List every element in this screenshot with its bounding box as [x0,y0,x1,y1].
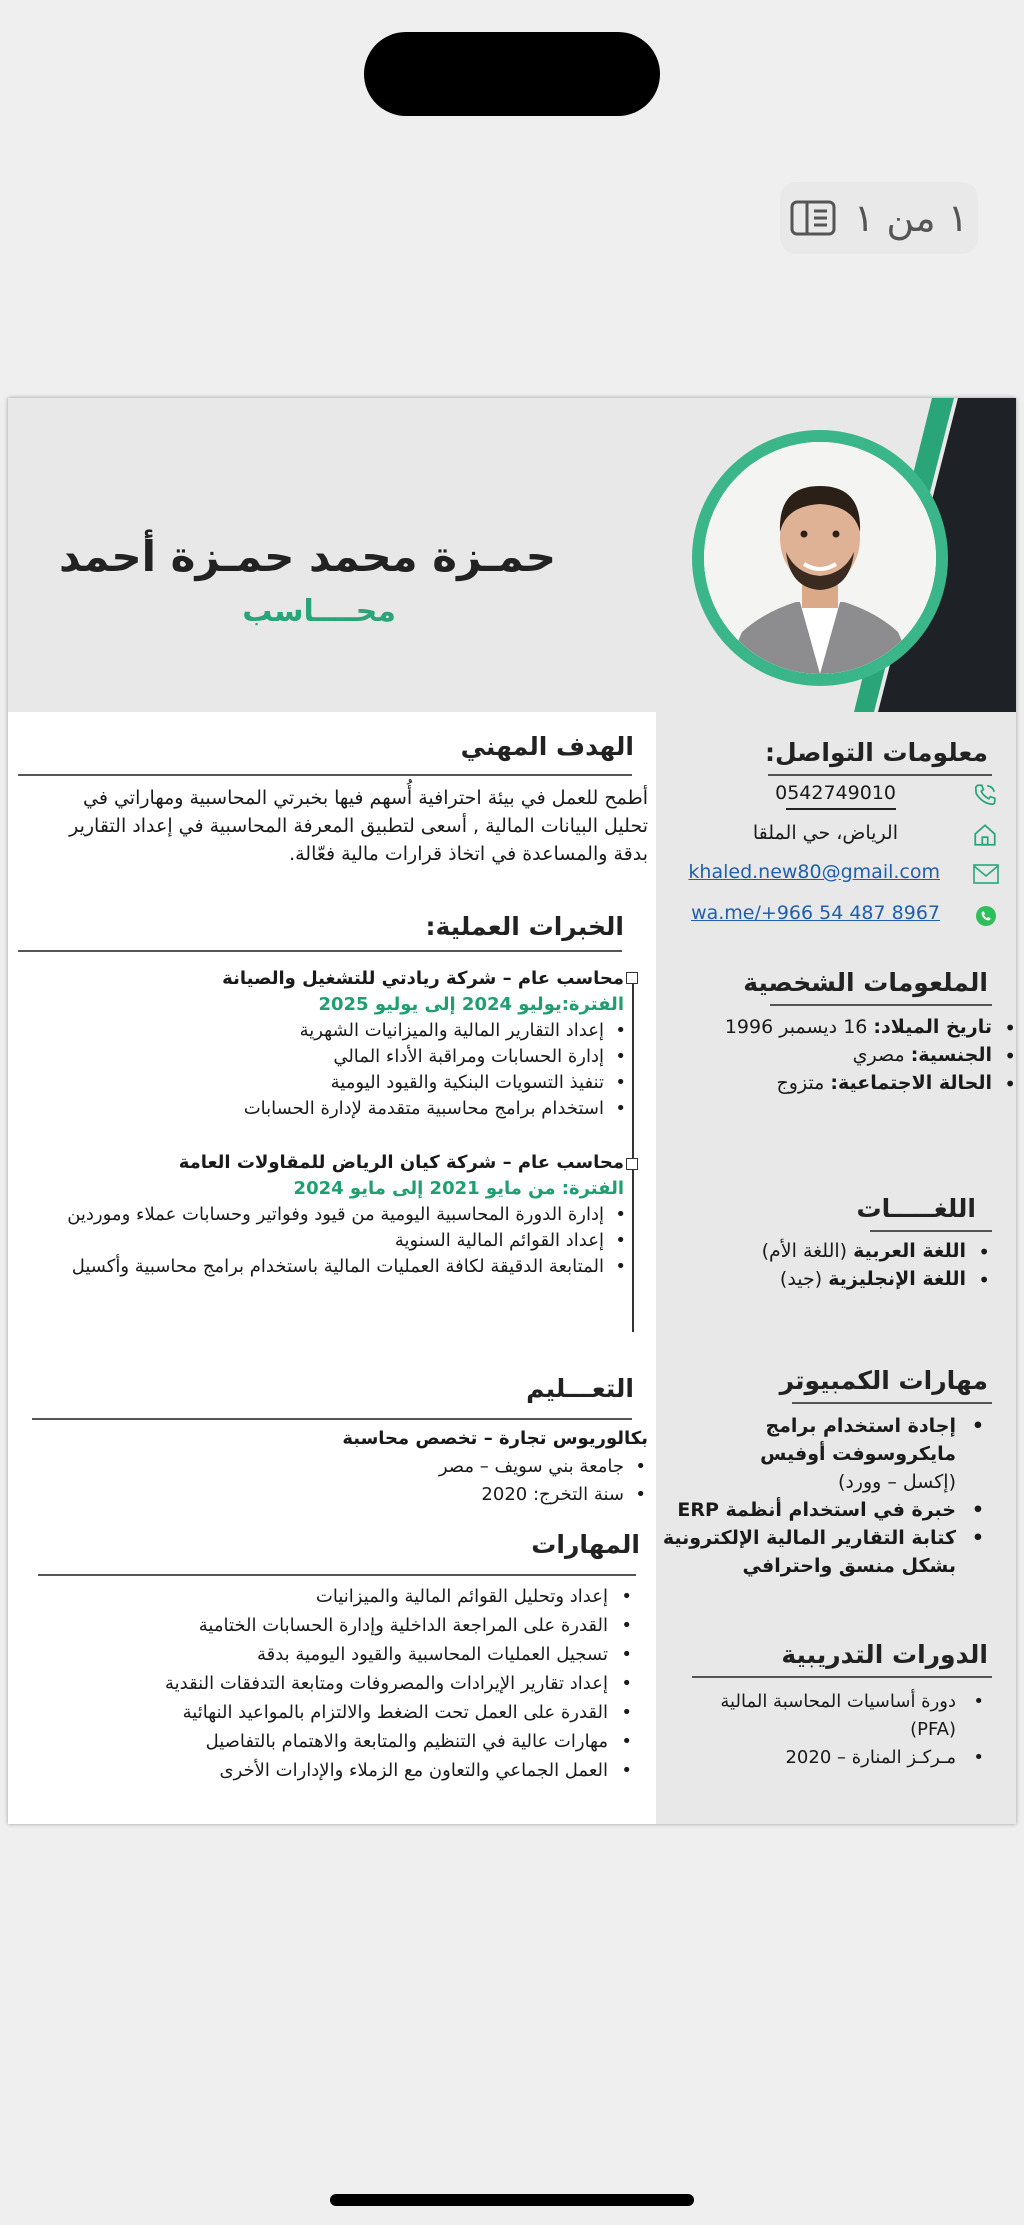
phone-underline [786,808,896,810]
job-task: • تنفيذ التسويات البنكية والقيود اليومية [331,1072,604,1093]
resume-document [8,398,1016,1824]
job-task: • المتابعة الدقيقة لكافة العمليات المالية باستخدام برامج محاسبية وأكسيل [72,1256,604,1277]
computer-skills-underline [792,1402,992,1404]
whatsapp-link[interactable]: wa.me/+966 54 487 8967 [691,902,940,924]
skill-item: • إعداد تقارير الإيرادات والمصروفات ومتابعة التدفقات النقدية [165,1673,608,1694]
phone-icon [972,782,998,808]
experience-underline [18,950,622,952]
job-period: الفترة: من مايو 2021 إلى مايو 2024 [293,1178,624,1199]
full-name: حمـزة محمد حمـزة أحمد [58,532,556,581]
job-title: محاسب عام – شركة كيان الرياض للمقاولات العامة [178,1152,624,1173]
home-indicator[interactable] [330,2194,694,2206]
avatar [704,442,936,674]
objective-text: أطمح للعمل في بيئة احترافية أُسهم فيها بخبرتي المحاسبية ومهاراتي في تحليل البيانات المالية , أسعى لتطبيق المعرفة المحاسبية في إعداد التقارير بدقة والمساعدة في اتخاذ قرارات مالية فعّالة. [69,787,648,865]
job-title-header: محــــاسب [242,594,396,629]
home-icon [972,822,998,848]
timeline-line [632,976,634,1332]
courses-underline [692,1676,992,1678]
page-count: ١ من ١ [853,196,969,240]
sidebar [656,712,1016,1824]
education-item: • سنة التخرج: 2020 [481,1484,624,1505]
skill-item: • العمل الجماعي والتعاون مع الزملاء والإدارات الأخرى [220,1760,608,1781]
language-item: • اللغة العربية (اللغة الأم) [762,1240,966,1262]
languages-heading: اللغـــــات [856,1194,976,1223]
skill-item: • مهارات عالية في التنظيم والمتابعة والاهتمام بالتفاصيل [206,1731,608,1752]
personal-heading: الملعومات الشخصية [743,968,988,997]
skill-item: • تسجيل العمليات المحاسبية والقيود اليومية بدقة [257,1644,608,1665]
objective-underline [18,774,632,776]
computer-skills-heading: مهارات الكمبيوتر [779,1366,988,1395]
objective-heading: الهدف المهني [460,732,634,761]
education-heading: التعـــليم [526,1374,634,1403]
education-underline [32,1418,632,1420]
camera-notch [364,32,660,116]
location: الرياض، حي الملقا [752,822,898,844]
page-indicator[interactable] [780,182,978,254]
course-item: • دورة أساسيات المحاسبة المالية (PFA) [720,1691,984,1740]
phone-number[interactable]: 0542749010 [775,782,896,804]
skill-item: • إعداد وتحليل القوائم المالية والميزانيات [316,1586,608,1607]
contact-heading: معلومات التواصل: [764,738,988,767]
skill-item: • القدرة على العمل تحت الضغط والالتزام بالمواعيد النهائية [183,1702,608,1723]
course-item: • مـركـز المنارة – 2020 [785,1747,984,1768]
skill-item: • القدرة على المراجعة الداخلية وإدارة الحسابات الختامية [199,1615,608,1636]
timeline-marker [626,1158,638,1170]
courses-heading: الدورات التدريبية [781,1640,988,1669]
page-view-icon [790,200,836,236]
timeline-marker [626,972,638,984]
job-task: • إعداد التقارير المالية والميزانيات الشهرية [300,1020,604,1041]
computer-skill-item: • إجادة استخدام برامج مايكروسوفت أوفيس (إكسل – وورد) [760,1415,984,1493]
birth-date: • تاريخ الميلاد: 16 ديسمبر 1996 [725,1016,992,1038]
personal-underline [770,1004,992,1006]
nationality: • الجنسية: مصري [853,1044,992,1066]
email-link[interactable]: khaled.new80@gmail.com [688,861,940,883]
education-item: • جامعة بني سويف – مصر [439,1456,624,1477]
job-task: • إدارة الدورة المحاسبية اليومية من قيود وفواتير وحسابات عملاء وموردين [67,1204,604,1225]
resume-header [8,398,1016,712]
job-task: • إدارة الحسابات ومراقبة الأداء المالي [333,1046,604,1067]
degree: بكالوريوس تجارة – تخصص محاسبة [342,1428,648,1449]
whatsapp-icon [974,904,998,928]
contact-underline [768,774,992,776]
languages-underline [870,1230,992,1232]
marital-status: • الحالة الاجتماعية: متزوج [777,1072,992,1094]
language-item: • اللغة الإنجليزية (جيد) [780,1268,966,1290]
skills-heading: المهارات [531,1530,640,1559]
profile-photo [692,430,948,686]
job-period: الفترة:يوليو 2024 إلى يوليو 2025 [318,994,624,1015]
skills-underline [38,1574,636,1576]
computer-skill-item: • كتابة التقارير المالية الإلكترونية بشكل منسق واحترافي [662,1527,984,1577]
email-icon [972,862,1000,886]
experience-heading: الخبرات العملية: [425,912,624,941]
job-title: محاسب عام – شركة ريادتي للتشغيل والصيانة [222,968,624,989]
job-task: • إعداد القوائم المالية السنوية [395,1230,604,1251]
job-task: • استخدام برامج محاسبية متقدمة لإدارة الحسابات [244,1098,604,1119]
computer-skill-item: • خبرة في استخدام أنظمة ERP [677,1499,984,1521]
